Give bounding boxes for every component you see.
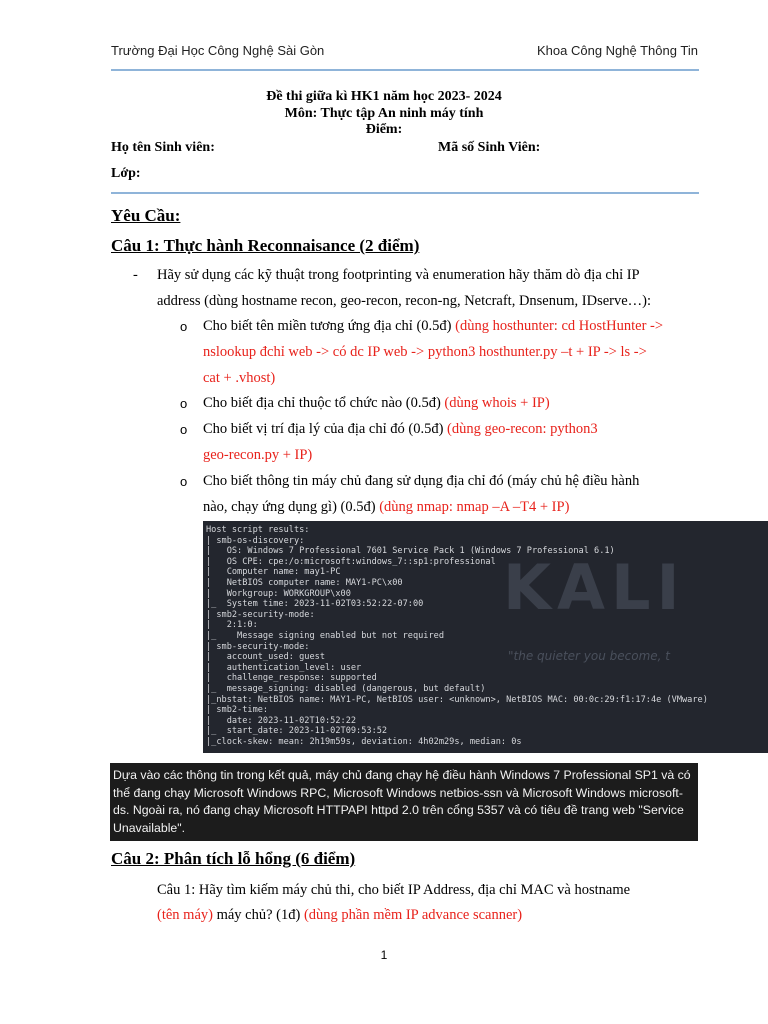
terminal-output (206, 525, 708, 747)
question-2-sub-line-1: Câu 1: Hãy tìm kiếm máy chủ thi, cho biết IP Address, địa chỉ MAC và hostname (157, 882, 631, 898)
terminal-line: | authentication_level: user (206, 662, 362, 673)
terminal-line: | OS CPE: cpe:/o:microsoft:windows_7::sp1:professional (206, 556, 496, 567)
kali-motto: "the quieter you become, t (508, 649, 671, 663)
terminal-line: | NetBIOS computer name: MAY1-PC\x00 (206, 577, 403, 588)
terminal-line: | challenge_response: supported (206, 673, 377, 684)
list-item-location (203, 416, 598, 442)
student-id-label: Mã số Sinh Viên: (438, 140, 541, 155)
question-1-intro-line-1: Hãy sử dụng các kỹ thuật trong footprinting và enumeration hãy thăm dò địa chỉ IP (157, 267, 640, 283)
item-hint: (dùng hosthunter: cd HostHunter -> (455, 318, 664, 334)
terminal-line: | Computer name: may1-PC (206, 567, 341, 578)
terminal-line: | OS: Windows 7 Professional 7601 Service Pack 1 (Windows 7 Professional 6.1) (206, 546, 615, 557)
header-rule (111, 69, 699, 71)
bullet-circle: o (180, 422, 188, 437)
kali-watermark: KALI (503, 551, 686, 624)
terminal-line: | smb2-time: (206, 705, 269, 716)
question-2-sub-line-2 (157, 902, 522, 928)
terminal-line: | smb-security-mode: (206, 641, 310, 652)
dash-bullet: - (133, 267, 138, 283)
score-label: Điểm: (365, 122, 403, 137)
question-1-heading: Câu 1: Thực hành Reconnaisance (2 điểm) (111, 236, 420, 255)
terminal-line: |_ message_signing: disabled (dangerous, but default) (206, 683, 486, 694)
item-hint-line-2: nslookup đchỉ web -> có dc IP web -> python3 hosthunter.py –t + IP -> ls -> (203, 344, 647, 360)
title-block-rule (111, 192, 699, 194)
item-text: Cho biết vị trí địa lý của địa chỉ đó (0.5đ) (203, 421, 448, 437)
list-item-server-info: Cho biết thông tin máy chủ đang sử dụng địa chỉ đó (máy chủ hệ điều hành (203, 473, 640, 489)
header-faculty-name: Khoa Công Nghệ Thông Tin (537, 43, 698, 58)
terminal-line: |_ System time: 2023-11-02T03:52:22-07:00 (206, 599, 424, 610)
terminal-line: | smb-os-discovery: (206, 535, 305, 546)
terminal-line: |_ Message signing enabled but not required (206, 630, 444, 641)
answer-line: Unavailable". (113, 820, 186, 835)
item-hint: (dùng nmap: nmap –A –T4 + IP) (379, 499, 570, 515)
item-hint-line-3: cat + .vhost) (203, 370, 276, 386)
item-hint-line-2: geo-recon.py + IP) (203, 447, 313, 463)
terminal-line: |_nbstat: NetBIOS name: MAY1-PC, NetBIOS user: <unknown>, NetBIOS MAC: 00:0c:29:f1:17:4e (VMware) (206, 694, 708, 705)
item-text: Cho biết tên miền tương ứng địa chỉ (0.5đ) (203, 318, 456, 334)
bullet-circle: o (180, 319, 188, 334)
item-text: Cho biết địa chỉ thuộc tổ chức nào (0.5đ) (203, 395, 445, 411)
sub-text: máy chủ? (1đ) (212, 907, 304, 923)
terminal-line: | date: 2023-11-02T10:52:22 (206, 715, 357, 726)
answer-box (110, 763, 698, 841)
page-number: 1 (380, 948, 388, 962)
hint-hostname: (tên máy) (157, 907, 213, 923)
exam-subject: Môn: Thực tập An ninh máy tính (284, 106, 484, 121)
bullet-circle: o (180, 474, 188, 489)
item-text: nào, chạy ứng dụng gì) (0.5đ) (203, 499, 380, 515)
header-school-name: Trường Đại Học Công Nghệ Sài Gòn (111, 43, 325, 58)
list-item-server-info-line-2 (203, 494, 569, 520)
question-2-heading: Câu 2: Phân tích lỗ hổng (6 điểm) (111, 849, 356, 868)
terminal-line: |_ start_date: 2023-11-02T09:53:52 (206, 726, 388, 737)
hint-tool: (dùng phần mềm IP advance scanner) (303, 907, 523, 923)
answer-line: Dựa vào các thông tin trong kết quả, máy chủ đang chạy hệ điều hành Windows 7 Professional SP1 và có (113, 768, 691, 782)
terminal-line: Host script results: (206, 525, 310, 535)
exam-title: Đề thi giữa kì HK1 năm học 2023- 2024 (266, 89, 502, 104)
question-1-intro-line-2: address (dùng hostname recon, geo-recon, recon-ng, Netcraft, Dnsenum, IDserve…): (157, 293, 652, 309)
item-hint: (dùng geo-recon: python3 (447, 421, 598, 437)
answer-line: ds. Ngoài ra, nó đang chạy Microsoft HTTPAPI httpd 2.0 trên cổng 5357 và có tiêu đề trang web "Service (113, 803, 684, 817)
terminal-line: | account_used: guest (206, 652, 325, 663)
terminal-line: | Workgroup: WORKGROUP\x00 (206, 588, 351, 599)
answer-line: thể đang chạy Microsoft Windows RPC, Microsoft Windows netbios-ssn và Microsoft Windows microsoft- (113, 785, 683, 800)
terminal-line: | 2:1:0: (206, 620, 258, 631)
bullet-circle: o (180, 396, 188, 411)
terminal-line: | smb2-security-mode: (206, 609, 315, 620)
terminal-screenshot (203, 521, 768, 753)
requirements-heading: Yêu Cầu: (111, 206, 181, 225)
list-item-domain (203, 313, 663, 339)
class-label: Lớp: (111, 166, 141, 181)
student-name-label: Họ tên Sinh viên: (111, 140, 215, 155)
list-item-organization (203, 390, 550, 416)
terminal-line: |_clock-skew: mean: 2h19m59s, deviation: 4h02m29s, median: 0s (206, 736, 522, 747)
item-hint: (dùng whois + IP) (444, 395, 550, 411)
